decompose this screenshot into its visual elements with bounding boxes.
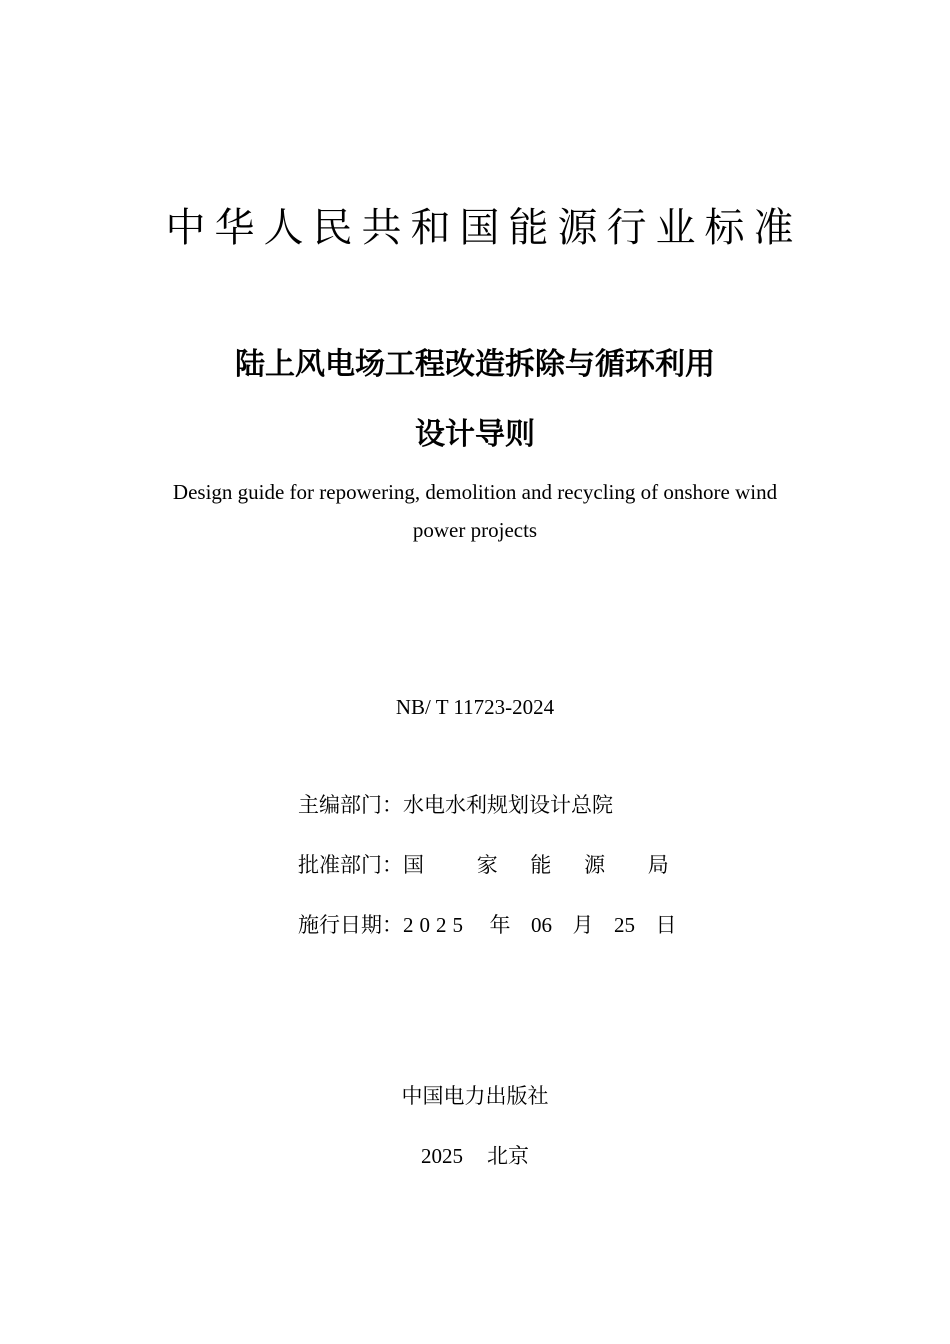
approver-char: 源 <box>584 853 606 877</box>
publisher: 中国电力出版社 <box>401 1084 549 1108</box>
approver-char: 局 <box>647 853 669 877</box>
approver-char: 国 <box>403 853 424 877</box>
approver-value <box>403 850 669 880</box>
title-english-line-1: Design guide for repowering, demolition and recycling of onshore wind <box>172 480 778 504</box>
approver-char: 能 <box>530 853 552 877</box>
title-english-line-2: power projects <box>412 518 538 542</box>
publication-year: 2025 <box>421 1144 463 1168</box>
editor-row <box>298 790 718 820</box>
date-month: 06 <box>531 913 552 937</box>
effective-date-row <box>298 910 718 940</box>
title-chinese-line-2: 设计导则 <box>415 417 535 452</box>
approver-label: 批准部门： <box>298 853 403 877</box>
effective-date-label: 施行日期： <box>298 913 403 937</box>
publication-city-char: 京 <box>508 1144 529 1168</box>
approver-row <box>298 850 718 880</box>
date-year: 2025 <box>403 913 469 937</box>
publication-year-city <box>0 1141 950 1171</box>
date-month-unit: 月 <box>572 913 594 937</box>
date-day-unit: 日 <box>655 913 677 937</box>
title-chinese-line-1: 陆上风电场工程改造拆除与循环利用 <box>235 347 715 382</box>
publication-city-char: 北 <box>487 1144 508 1168</box>
effective-date-value <box>403 910 677 940</box>
standard-header: 中华人民共和国能源行业标准 <box>165 205 803 251</box>
editor-value: 水电水利规划设计总院 <box>403 793 613 817</box>
editor-label: 主编部门： <box>298 793 403 817</box>
date-year-unit: 年 <box>489 913 511 937</box>
standard-number: NB/ T 11723-2024 <box>395 695 555 719</box>
approver-char: 家 <box>476 853 498 877</box>
date-day: 25 <box>614 913 635 937</box>
